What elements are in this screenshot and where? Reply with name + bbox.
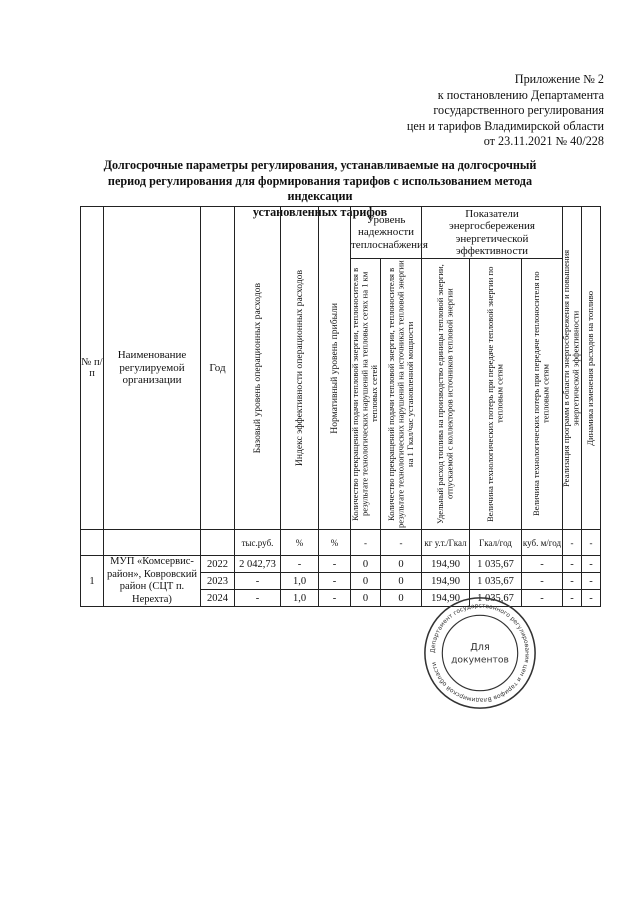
- header-profit-cell: [319, 207, 351, 530]
- row-index: -: [281, 556, 319, 573]
- unit-dynamics: -: [582, 530, 601, 556]
- header-num: № п/п: [81, 207, 104, 530]
- row-rel2: 0: [381, 573, 422, 590]
- header-rel1-cell: [351, 259, 381, 530]
- row-en2: 1 035,67: [470, 590, 522, 607]
- row-en1: 194,90: [422, 556, 470, 573]
- header-energy-group: Показатели энергосбережения энергетической эффективности: [422, 207, 563, 259]
- row-base: 2 042,73: [235, 556, 281, 573]
- appendix-line-4: цен и тарифов Владимирской области: [406, 118, 604, 133]
- appendix-line-3: государственного регулирования: [433, 103, 604, 118]
- unit-rel1: -: [351, 530, 381, 556]
- table-row: [81, 556, 601, 573]
- row-index: 1,0: [281, 590, 319, 607]
- unit-empty-org: [104, 530, 201, 556]
- appendix-line-5: от 23.11.2021 № 40/228: [483, 134, 604, 149]
- row-program: -: [563, 556, 582, 573]
- row-dynamics: -: [582, 573, 601, 590]
- header-en1: Удельный расход топлива на производство единицы тепловой энергии, отпускаемой с коллекторов источников тепловой энергии: [434, 264, 455, 524]
- header-dynamics: Динамика изменения расходов на топливо: [585, 290, 596, 446]
- row-en3: -: [522, 556, 563, 573]
- stamp-center-1: Для: [470, 642, 490, 654]
- row-profit: -: [319, 590, 351, 607]
- header-index-cell: [281, 207, 319, 530]
- title-line-1: Долгосрочные параметры регулирования, устанавливаемые на долгосрочный: [103, 158, 537, 172]
- header-reliability-group: Уровень надежности теплоснабжения: [351, 207, 422, 259]
- header-en3: Величина технологических потерь при передаче теплоносителя по тепловым сетям: [531, 271, 551, 517]
- row-profit: -: [319, 573, 351, 590]
- header-dynamics-cell: [582, 207, 601, 530]
- unit-en1: кг у.т./Гкал: [422, 530, 470, 556]
- header-en2: Величина технологических потерь при передаче тепловой энергии по тепловым сетям: [484, 266, 505, 522]
- row-rel2: 0: [381, 590, 422, 607]
- row-en1: 194,90: [422, 590, 470, 607]
- unit-index: %: [281, 530, 319, 556]
- row-rel1: 0: [351, 573, 381, 590]
- row-year: 2024: [201, 590, 235, 607]
- units-row: [81, 530, 601, 556]
- title-line-2: период регулирования для формирования тарифов с использованием метода индексации: [107, 173, 533, 203]
- unit-empty-year: [201, 530, 235, 556]
- header-en2-cell: [470, 259, 522, 530]
- header-program-cell: [563, 207, 582, 530]
- appendix-line-2: к постановлению Департамента: [437, 87, 604, 102]
- header-org: Наименование регулируемой организации: [104, 207, 201, 530]
- header-en1-cell: [422, 259, 470, 530]
- org-name: МУП «Комсервис-район», Ковровский район (СЦТ п. Нерехта): [104, 556, 201, 607]
- header-rel2-cell: [381, 259, 422, 530]
- header-year: Год: [201, 207, 235, 530]
- row-dynamics: -: [582, 590, 601, 607]
- row-en3: -: [522, 573, 563, 590]
- header-program: Реализация программ в области энергосбережения и повышения энергетической эффективности: [561, 249, 582, 487]
- row-year: 2023: [201, 573, 235, 590]
- row-profit: -: [319, 556, 351, 573]
- header-en3-cell: [522, 259, 563, 530]
- header-index: Индекс эффективности операционных расходов: [294, 269, 305, 467]
- row-program: -: [563, 590, 582, 607]
- header-base-cell: [235, 207, 281, 530]
- row-rel1: 0: [351, 556, 381, 573]
- row-base: -: [235, 573, 281, 590]
- unit-program: -: [563, 530, 582, 556]
- stamp-center-2: документов: [451, 654, 509, 666]
- unit-en2: Гкал/год: [470, 530, 522, 556]
- official-stamp: [422, 595, 538, 711]
- row-en2: 1 035,67: [470, 573, 522, 590]
- row-dynamics: -: [582, 556, 601, 573]
- unit-rel2: -: [381, 530, 422, 556]
- org-number: 1: [81, 556, 104, 607]
- row-index: 1,0: [281, 573, 319, 590]
- header-base: Базовый уровень операционных расходов: [252, 282, 263, 454]
- row-rel2: 0: [381, 556, 422, 573]
- header-rel2: Количество прекращений подачи тепловой энергии, теплоносителя в результате технологических нарушений на источниках тепловой энергии на 1 Гкал/час установленной мощности: [385, 260, 415, 528]
- unit-profit: %: [319, 530, 351, 556]
- row-base: -: [235, 590, 281, 607]
- header-profit: Нормативный уровень прибыли: [329, 302, 340, 434]
- stamp-ring-path: Департамент государственного регулирования цен и тарифов Владимирской области: [429, 602, 531, 704]
- row-rel1: 0: [351, 590, 381, 607]
- appendix-header: [407, 72, 604, 150]
- appendix-line-1: Приложение № 2: [514, 72, 604, 86]
- header-rel1: Количество прекращений подачи тепловой энергии, теплоносителя в результате технологических нарушений на тепловых сетях на 1 км тепловых сетей: [350, 267, 380, 521]
- row-year: 2022: [201, 556, 235, 573]
- unit-empty-num: [81, 530, 104, 556]
- title-line-3: установленных тарифов: [252, 204, 388, 219]
- unit-en3: куб. м/год: [522, 530, 563, 556]
- row-en2: 1 035,67: [470, 556, 522, 573]
- parameters-table: [80, 206, 601, 607]
- unit-base: тыс.руб.: [235, 530, 281, 556]
- row-en3: -: [522, 590, 563, 607]
- row-program: -: [563, 573, 582, 590]
- row-en1: 194,90: [422, 573, 470, 590]
